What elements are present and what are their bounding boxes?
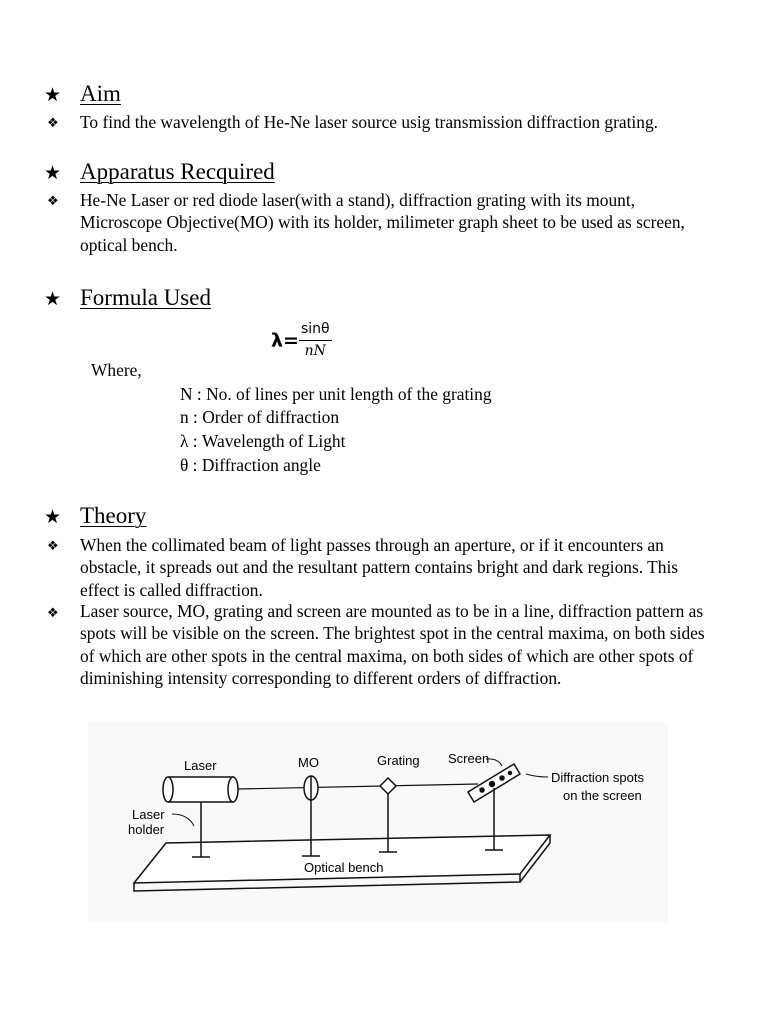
label-diffraction-spots-1: Diffraction spots xyxy=(551,770,644,785)
apparatus-text: He-Ne Laser or red diode laser(with a stand), diffraction grating with its mount, Microscope Objective(MO) with its holder, milimeter graph sheet to be used as screen, optical bench. xyxy=(80,190,685,255)
diamond-bullet-icon: ❖ xyxy=(47,606,59,621)
apparatus-heading: Apparatus Recquired xyxy=(80,159,275,184)
experimental-setup-diagram xyxy=(88,722,668,922)
star-icon: ★ xyxy=(44,506,62,528)
label-laser-holder-1: Laser xyxy=(132,807,165,822)
label-screen: Screen xyxy=(448,751,490,766)
formula-fraction xyxy=(299,320,332,361)
label-laser: Laser xyxy=(184,758,217,773)
label-optical-bench: Optical bench xyxy=(304,860,384,875)
star-icon: ★ xyxy=(44,288,62,310)
label-laser-holder-2: holder xyxy=(128,822,165,837)
definition-n-lines: N : No. of lines per unit length of the grating xyxy=(180,384,492,404)
definition-order: n : Order of diffraction xyxy=(180,407,340,427)
star-icon: ★ xyxy=(44,84,62,106)
diagram-background xyxy=(88,722,668,922)
definition-angle: θ : Diffraction angle xyxy=(180,455,321,475)
diamond-bullet-icon: ❖ xyxy=(47,194,59,209)
wavelength-formula xyxy=(271,320,332,361)
diamond-bullet-icon: ❖ xyxy=(47,116,59,131)
label-mo: MO xyxy=(298,755,319,770)
aim-heading: Aim xyxy=(80,81,121,106)
star-icon: ★ xyxy=(44,162,62,184)
label-grating: Grating xyxy=(377,753,420,768)
diamond-bullet-icon: ❖ xyxy=(47,539,59,554)
where-label: Where, xyxy=(91,360,142,380)
theory-text-1: When the collimated beam of light passes through an aperture, or if it encounters an obstacle, it spreads out and the resultant pattern contains bright and dark regions. This effect is called diffraction. xyxy=(80,535,679,600)
theory-heading: Theory xyxy=(80,503,147,528)
formula-lhs: λ= xyxy=(271,329,299,352)
formula-numerator: sinθ xyxy=(299,320,332,341)
laser-tube-icon xyxy=(163,777,238,802)
theory-text-2: Laser source, MO, grating and screen are mounted as to be in a line, diffraction pattern as spots will be visible on the screen. The brightest spot in the central maxima, on both sides of which are other spots in the central maxima, on both sides of which are other spots of diminishing intensity corresponding to different orders of diffraction. xyxy=(80,601,705,688)
aim-text: To find the wavelength of He-Ne laser source usig transmission diffraction grating. xyxy=(80,112,658,132)
formula-denominator: nN xyxy=(304,343,326,359)
label-diffraction-spots-2: on the screen xyxy=(563,788,642,803)
definition-wavelength: λ : Wavelength of Light xyxy=(180,431,346,451)
formula-heading: Formula Used xyxy=(80,285,211,310)
